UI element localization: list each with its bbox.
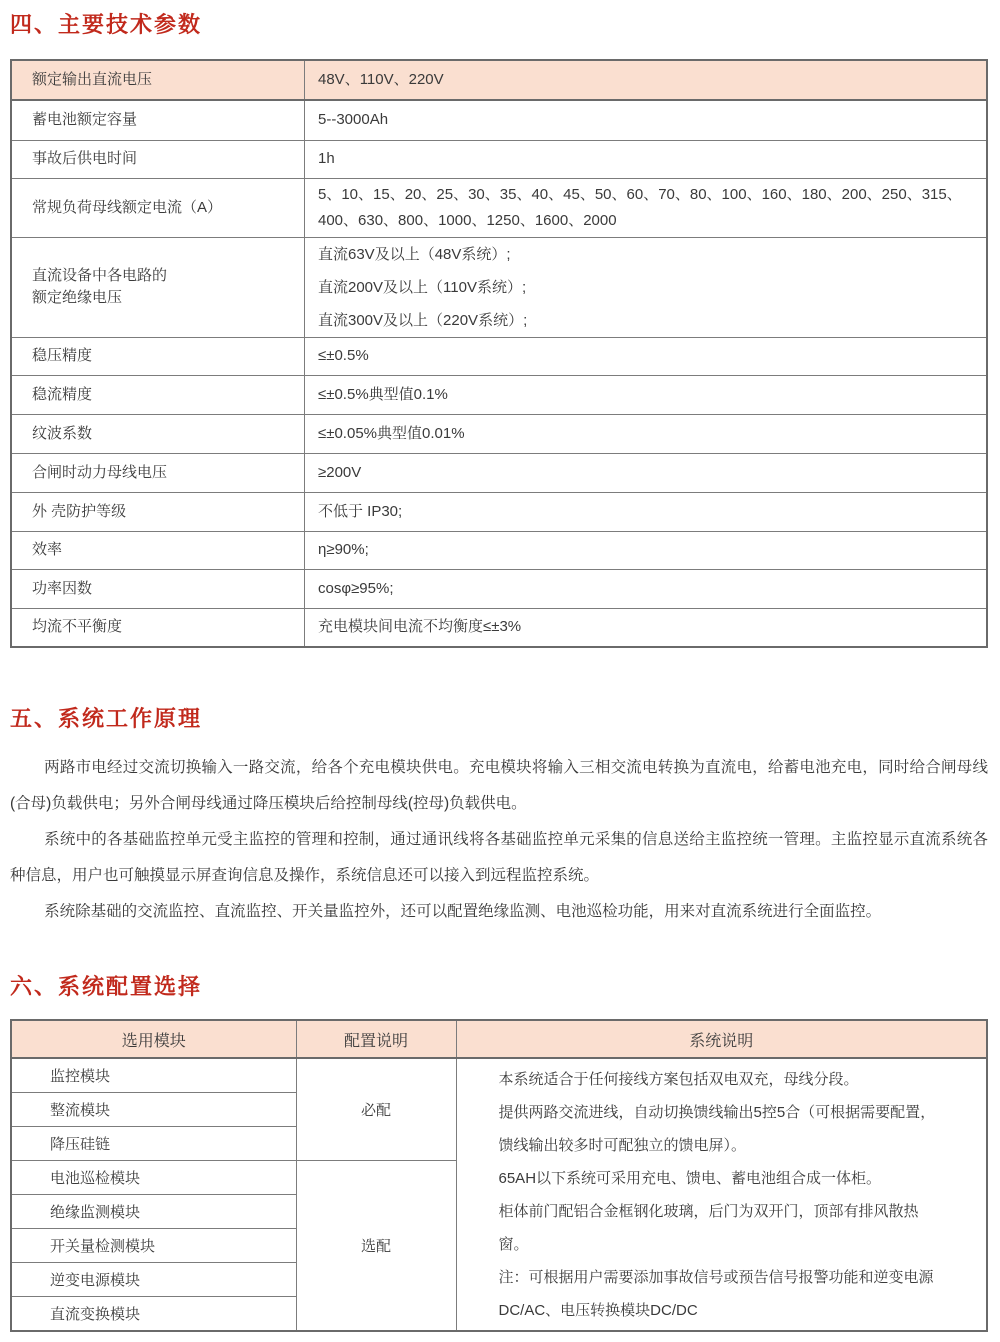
table-row — [11, 237, 987, 337]
param-value-line: 直流300V及以上（220V系统）; — [318, 311, 528, 329]
param-value: ≤±0.05%典型值0.01% — [305, 414, 988, 453]
paragraph: 系统中的各基础监控单元受主监控的管理和控制，通过通讯线将各基础监控单元采集的信息送给主监控统一管理。主监控显示直流系统各种信息，用户也可触摸显示屏查询信息及操作，系统信息还可以接入到远程监控系统。 — [10, 831, 988, 884]
param-value-line: 直流63V及以上（48V系统）; — [318, 245, 511, 263]
param-value-line: 直流200V及以上（110V系统）; — [318, 278, 527, 296]
param-value: 充电模块间电流不均衡度≤±3% — [305, 608, 988, 647]
param-label: 事故后供电时间 — [11, 140, 305, 178]
working-principle-text — [10, 750, 988, 930]
module-cell: 电池巡检模块 — [11, 1161, 296, 1195]
column-header: 系统说明 — [456, 1020, 987, 1058]
table-row — [11, 453, 987, 492]
table-header-row — [11, 1020, 987, 1058]
param-label: 功率因数 — [11, 569, 305, 608]
column-header: 配置说明 — [296, 1020, 456, 1058]
module-cell: 绝缘监测模块 — [11, 1195, 296, 1229]
param-label: 均流不平衡度 — [11, 608, 305, 647]
param-label: 常规负荷母线额定电流（A） — [11, 178, 305, 237]
module-cell: 开关量检测模块 — [11, 1229, 296, 1263]
table-row — [11, 178, 987, 237]
param-label: 额定输出直流电压 — [11, 60, 305, 100]
column-header: 选用模块 — [11, 1020, 296, 1058]
param-label — [11, 237, 305, 337]
section-6-title: 六、系统配置选择 — [10, 974, 203, 999]
table-row — [11, 140, 987, 178]
module-cell: 整流模块 — [11, 1093, 296, 1127]
param-label: 效率 — [11, 531, 305, 569]
system-note: 提供两路交流进线，自动切换馈线输出5控5合（可根据需要配置，馈线输出较多时可配独立的馈电屏）。 — [498, 1103, 936, 1154]
param-label: 蓄电池额定容量 — [11, 100, 305, 140]
table-row — [11, 414, 987, 453]
table-row — [11, 375, 987, 414]
table-row — [11, 1058, 987, 1093]
param-label: 外 壳防护等级 — [11, 492, 305, 531]
config-optional-cell: 选配 — [296, 1161, 456, 1332]
param-label: 稳压精度 — [11, 337, 305, 375]
param-value: 5、10、15、20、25、30、35、40、45、50、60、70、80、100、160、180、200、250、315、400、630、800、1000、1250、1600、2000 — [305, 178, 988, 237]
param-value: ≤±0.5% — [305, 337, 988, 375]
table-row — [11, 492, 987, 531]
config-required-cell: 必配 — [296, 1058, 456, 1161]
section-5-title: 五、系统工作原理 — [10, 706, 203, 731]
param-value: 1h — [305, 140, 988, 178]
param-value: ≤±0.5%典型值0.1% — [305, 375, 988, 414]
table-row — [11, 569, 987, 608]
param-value: 不低于 IP30; — [305, 492, 988, 531]
section-4-title: 四、主要技术参数 — [10, 12, 203, 37]
param-label: 稳流精度 — [11, 375, 305, 414]
param-value: η≥90%; — [305, 531, 988, 569]
table-row — [11, 608, 987, 647]
module-cell: 监控模块 — [11, 1058, 296, 1093]
module-cell: 逆变电源模块 — [11, 1263, 296, 1297]
system-note: 本系统适合于任何接线方案包括双电双充，母线分段。 — [498, 1070, 859, 1088]
param-value: ≥200V — [305, 453, 988, 492]
paragraph: 系统除基础的交流监控、直流监控、开关量监控外，还可以配置绝缘监测、电池巡检功能，用来对直流系统进行全面监控。 — [44, 903, 882, 920]
tech-params-table — [10, 59, 988, 648]
param-label-line: 直流设备中各电路的 — [32, 267, 168, 284]
table-row — [11, 531, 987, 569]
system-note: 65AH以下系统可采用充电、馈电、蓄电池组合成一体柜。 — [498, 1169, 882, 1187]
param-value: cosφ≥95%; — [305, 569, 988, 608]
param-value: 48V、110V、220V — [305, 60, 988, 100]
system-notes-cell — [456, 1058, 987, 1331]
module-cell: 降压硅链 — [11, 1127, 296, 1161]
param-value — [305, 237, 988, 337]
param-value: 5--3000Ah — [305, 100, 988, 140]
param-label: 纹波系数 — [11, 414, 305, 453]
config-selection-table — [10, 1019, 988, 1332]
system-note: 注：可根据用户需要添加事故信号或预告信号报警功能和逆变电源DC/AC、电压转换模块DC/DC — [498, 1268, 934, 1319]
param-label: 合闸时动力母线电压 — [11, 453, 305, 492]
system-note: 柜体前门配铝合金框钢化玻璃，后门为双开门，顶部有排风散热窗。 — [498, 1202, 919, 1253]
param-label-line: 额定绝缘电压 — [32, 289, 123, 306]
table-row — [11, 60, 987, 100]
table-row — [11, 337, 987, 375]
paragraph: 两路市电经过交流切换输入一路交流，给各个充电模块供电。充电模块将输入三相交流电转换为直流电，给蓄电池充电，同时给合闸母线(合母)负载供电；另外合闸母线通过降压模块后给控制母线(控母)负载供电。 — [10, 759, 988, 812]
table-row — [11, 100, 987, 140]
module-cell: 直流变换模块 — [11, 1297, 296, 1332]
